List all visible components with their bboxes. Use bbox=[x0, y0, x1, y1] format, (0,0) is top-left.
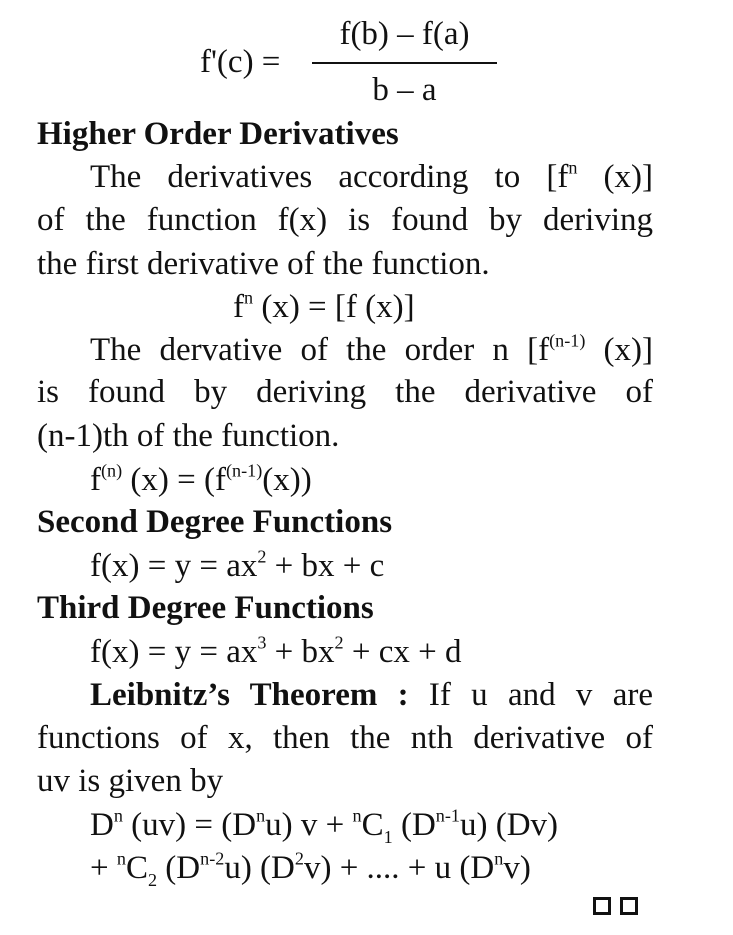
formula-second-degree: $f(x) = y = ax^2$ + bx + c bbox=[90, 546, 385, 584]
formula-nth-order-derivative: $f^{(n)}$ $(x) = (f^{(n-1)}(x))$ bbox=[90, 460, 312, 498]
end-mark-square-icon bbox=[593, 897, 611, 915]
leibnitz-theorem-title: Leibnitz’s Theorem : bbox=[90, 677, 409, 713]
heading-second-degree-functions: Second Degree Functions bbox=[37, 504, 393, 540]
formula-denominator: b – a bbox=[372, 72, 437, 108]
paragraph-line: is found by deriving the derivative of bbox=[37, 374, 653, 410]
formula-numerator: f(b) – f(a) bbox=[339, 16, 470, 52]
formula-nth-derivative: $f^n$ (x) = [f (x)] bbox=[233, 287, 415, 325]
leibnitz-formula-line-2: + $^nC_2$ $(D^{n-2}u) (D^2v)$ + .... + u $(D^nv)$ bbox=[90, 848, 531, 891]
mean-value-formula bbox=[200, 14, 500, 112]
end-mark-square-icon bbox=[620, 897, 638, 915]
paragraph-line: the first derivative of the function. bbox=[37, 246, 490, 282]
leibnitz-theorem-line: Leibnitz’s Theorem : If u and v are bbox=[90, 677, 653, 713]
leibnitz-formula-line-1: $D^n$ $(uv) = (D^nu) v + ^nC_1$ $(D^{n-1}u)$ (Dv) bbox=[90, 805, 559, 848]
heading-third-degree-functions: Third Degree Functions bbox=[37, 590, 374, 626]
paragraph-line: of the function f(x) is found by deriving bbox=[37, 202, 653, 238]
paragraph-line: The derivatives according to [$f^n$ (x)] bbox=[90, 157, 653, 195]
paragraph-line: The dervative of the order n [$f^{(n-1)}$ (x)] bbox=[90, 330, 654, 368]
paragraph-line: uv is given by bbox=[37, 763, 224, 799]
paragraph-line: (n-1)th of the function. bbox=[37, 418, 340, 454]
heading-higher-order-derivatives: Higher Order Derivatives bbox=[37, 116, 399, 152]
formula-third-degree: $f(x) = y = ax^3 + bx^2$ + cx + d bbox=[90, 632, 462, 670]
formula-lhs: f'(c) = bbox=[200, 44, 281, 80]
paragraph-line: functions of x, then the nth derivative of bbox=[37, 720, 653, 756]
fraction-bar bbox=[312, 62, 497, 64]
